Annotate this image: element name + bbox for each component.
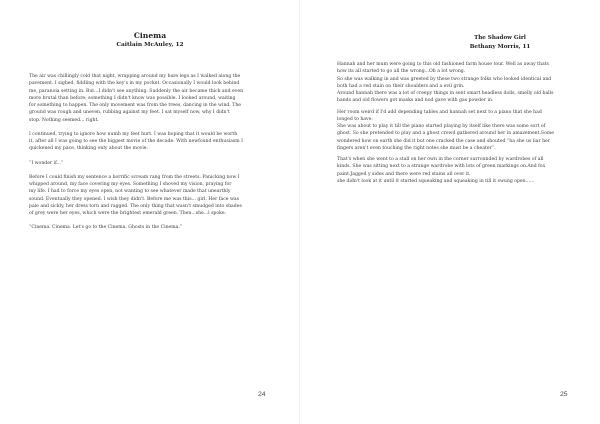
text-line: “Cinema. Cinema. Let's go to the Cinema. Ghosts in the Cinema.” [29,225,183,231]
text-line: That's when she went to a stall on her own in the corner surrounded by wardrobes of all [337,157,544,162]
text-line: Her room weird if I'd add depending tables and hannah set next to a piano that she had [337,109,542,115]
text-line: sound. Eventually they opened. I wish they didn't. Before me was this... girl. Her face was [29,196,240,202]
text-line: fingers aren't even touching the right notes she must be a cheater”. [337,145,496,151]
text-line: wondered how on earth she did it but one cracked the case and shouted “ha she us liar her [337,138,550,144]
text-line: stop. Nothing seemed... right. [29,117,99,123]
text-line: So she was walking in and was greeted by these two strange folks who looked identical and [337,76,552,82]
text-line: She was about to play it till the piano started playing by itself like there was some sort of [337,124,546,129]
story-author: Caitlain McAuley, 12 [116,42,184,48]
story-title: The Shadow Girl [474,35,526,41]
text-line: ghost. So she pretended to play and a ghost crowd gathered around her in amazement.Some [337,131,554,137]
text-line: my life. I had to force my eyes open, not wanting to see whatever made that unearthly [29,189,231,195]
text-line: pavement. I sighed, fiddling with the key's in my pocket. Occasionally I would look behind [29,81,240,87]
text-line: pale and sickly, her dress torn and ragged. The only thing that wasn't smudged into shades [29,203,242,209]
text-line: more brutal than before; something I didn't know was possible. I looked around, waiting [29,95,236,101]
text-line: she didn't look at it until it started squeaking and squeaking in till it swung open...... [337,178,535,184]
text-line: hands and old flowers got masks and nod gave with gas powder in. [337,98,494,104]
text-line: how its all started to go all the wrong...Oh a lot wrong. [337,69,466,75]
page-number: 25 [560,391,568,398]
text-line: Before I could finish my sentence a horrific scream rang from the streets. Panicking now I [29,174,240,180]
story-title: Cinema [133,31,167,40]
text-line: both had a red stain on their shoulders and a evil grin. [337,83,465,89]
text-line: of grey were her eyes, which were the brightest emerald green. Then...she...l spoke. [29,211,227,216]
text-line: ground was rough and uneven, rubbing against my feet. I sat myself now, why I didn't [29,110,230,116]
text-line: Hannah and her mum were going to this old fashioned farm house tour. Well as away thats [337,62,549,67]
story-author: Bethany Morris, 11 [469,44,531,50]
text-line: me, paranoia setting in. But...I didn't see anything. Suddenly the air became thick and even [29,88,244,94]
text-line: longed to have. [337,116,373,122]
text-line: paint.Jagged y sides and there were red stains all over it. [337,171,471,177]
text-line: Around hannah there was a lot of creepy things in sent smart headless dolls, smelly old balls [337,91,554,96]
text-line: kinds. She was sitting next to a strange wardrobe with lots of green markings on.And fox [337,164,546,170]
text-line: “I wonder if...” [29,160,64,166]
page-number: 24 [258,391,266,398]
story-body [29,73,279,232]
text-line: The air was chillingly cold that night, wrapping around my bare legs as I walked along the [29,74,241,79]
text-line: I continued, trying to ignore how numb my feet hurt. I was hoping that it would be worth [29,131,238,137]
right-page [300,0,600,424]
story-body [337,61,592,185]
text-line: for something to happen. The only movement was from the trees, dancing in the wind. The [29,103,242,108]
text-line: it, after all I was going to see the biggest movie of the decade. With newfound enthusiasm I [29,139,243,144]
text-line: quickened my pace, thinking only about the movie. [29,146,148,152]
text-line: whipped around, my face covering my eyes. Something I shoved my vision, praying for [29,182,232,187]
